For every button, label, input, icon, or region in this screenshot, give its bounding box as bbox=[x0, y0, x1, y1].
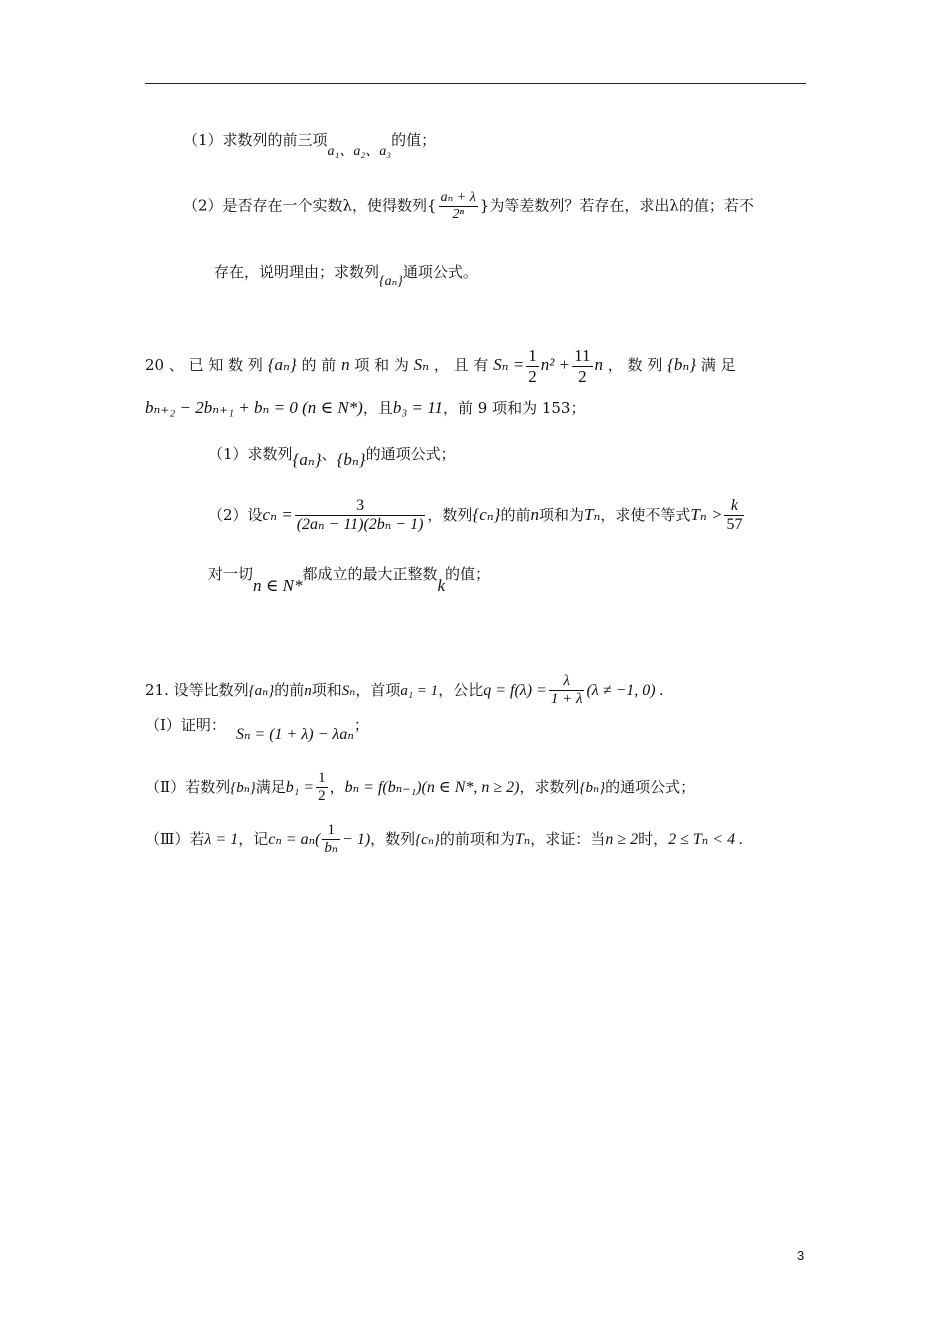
text: 项和 bbox=[311, 680, 342, 699]
p21-line1 bbox=[145, 673, 664, 709]
text: ，数列 bbox=[370, 829, 416, 848]
p20-q2 bbox=[208, 497, 746, 535]
math: {aₙ} bbox=[292, 450, 322, 469]
p19-q1-math: a₁、a₂、a₃ bbox=[327, 144, 392, 159]
frac-denominator: bₙ bbox=[324, 840, 339, 857]
math: n ∈ N* bbox=[253, 576, 303, 595]
math: bₙ₊₂ − 2bₙ₊₁ + bₙ = 0 (n ∈ N*) bbox=[145, 398, 363, 417]
math: {bₙ} bbox=[230, 779, 256, 796]
text: ， 且 有 bbox=[433, 356, 489, 375]
text: ， bbox=[329, 777, 345, 796]
p21-part-i bbox=[145, 716, 369, 743]
math: − 1) bbox=[342, 830, 371, 848]
p20-q1 bbox=[208, 445, 456, 469]
text: ，求使不等式 bbox=[600, 505, 691, 524]
frac-numerator: 11 bbox=[574, 346, 591, 365]
math: n bbox=[341, 355, 350, 375]
text: ，记 bbox=[238, 829, 269, 848]
frac-denominator: (2aₙ − 11)(2bₙ − 1) bbox=[296, 516, 424, 534]
text: （2）设 bbox=[208, 505, 263, 524]
text: 项和为 bbox=[538, 505, 584, 524]
frac-denominator: 2ⁿ bbox=[452, 207, 464, 223]
math: {bₙ} bbox=[579, 779, 606, 796]
fraction-half bbox=[526, 346, 539, 386]
math: Sₙ = (1 + λ) − λaₙ bbox=[235, 726, 354, 743]
text: ，首项 bbox=[355, 680, 401, 699]
text: （Ⅱ）若数列 bbox=[145, 777, 231, 796]
text: ，公比 bbox=[438, 680, 484, 699]
math: 2 ≤ Tₙ < 4 . bbox=[668, 830, 744, 848]
text: （Ⅲ）若 bbox=[145, 829, 205, 848]
fraction-k-57 bbox=[724, 497, 744, 535]
fraction-lambda bbox=[549, 673, 585, 709]
p19-q1-tail: 的值； bbox=[391, 131, 437, 149]
fraction-half bbox=[316, 770, 328, 806]
text: 的前项和为 bbox=[439, 829, 515, 848]
p21-part-iii bbox=[145, 822, 743, 858]
math: {bₙ} bbox=[336, 450, 366, 469]
math: n bbox=[304, 682, 312, 699]
p19-q2-fraction bbox=[439, 190, 478, 223]
math: k bbox=[437, 576, 446, 595]
math: a₁ = 1 bbox=[400, 682, 439, 699]
p19-q2-line2-math: {aₙ} bbox=[379, 274, 403, 289]
frac-denominator: 57 bbox=[726, 516, 743, 534]
text: 的前 bbox=[274, 680, 305, 699]
p20-line2 bbox=[145, 399, 585, 416]
frac-denominator: 2 bbox=[578, 366, 587, 386]
text: 时， bbox=[638, 829, 669, 848]
p20-line1 bbox=[145, 346, 736, 386]
text: 的前 bbox=[500, 505, 531, 524]
p20-q2-line2 bbox=[208, 565, 491, 595]
p19-q2-tail: }为等差数列？若存在，求出λ的值；若不 bbox=[479, 196, 754, 215]
text: ， 数 列 bbox=[607, 356, 663, 375]
text: 满足 bbox=[255, 777, 286, 796]
math: {cₙ} bbox=[415, 831, 440, 848]
text: ，求证：当 bbox=[530, 829, 606, 848]
math: cₙ = aₙ( bbox=[268, 830, 321, 848]
p19-q2-line2 bbox=[214, 263, 478, 289]
math: Sₙ = bbox=[493, 355, 525, 375]
text: ，数列 bbox=[427, 505, 473, 524]
text: （Ⅰ）证明： bbox=[145, 716, 226, 734]
math: cₙ = bbox=[262, 504, 293, 524]
frac-numerator: λ bbox=[549, 673, 585, 691]
math: {aₙ} bbox=[248, 682, 275, 699]
text: ，求数列 bbox=[519, 777, 580, 796]
math: {bₙ} bbox=[667, 355, 697, 375]
math: {cₙ} bbox=[472, 504, 501, 524]
math: n bbox=[530, 504, 539, 524]
frac-numerator: 1 bbox=[322, 822, 340, 840]
text: 项 和 为 bbox=[354, 356, 409, 375]
p19-q2 bbox=[183, 190, 754, 223]
frac-denominator: 1 + λ bbox=[550, 691, 583, 708]
p21-part-ii bbox=[145, 770, 695, 806]
math: Tₙ bbox=[584, 504, 601, 524]
page-number: 3 bbox=[797, 1248, 805, 1263]
math: n ≥ 2 bbox=[605, 830, 639, 848]
text: 都成立的最大正整数 bbox=[302, 565, 438, 583]
fraction-c-n bbox=[295, 497, 426, 535]
text: 满 足 bbox=[700, 356, 736, 375]
frac-denominator: 2 bbox=[318, 788, 326, 805]
header-rule bbox=[145, 83, 806, 84]
math: Tₙ > bbox=[690, 504, 723, 524]
text: 的通项公式； bbox=[365, 445, 456, 463]
p19-q2-line2-text: 存在，说明理由；求数列 bbox=[214, 263, 380, 281]
math: λ = 1 bbox=[204, 830, 239, 848]
frac-denominator: 2 bbox=[528, 366, 537, 386]
frac-numerator: aₙ + λ bbox=[439, 190, 478, 207]
fraction-eleven-half bbox=[572, 346, 592, 386]
math: Sₙ bbox=[413, 355, 430, 375]
p19-q2-line2-tail: 通项公式。 bbox=[402, 263, 478, 281]
text: ，且 bbox=[362, 399, 393, 417]
p19-q1 bbox=[183, 131, 437, 159]
text: ； bbox=[353, 716, 369, 734]
text: 、 bbox=[321, 445, 337, 463]
p19-q1-label: （1）求数列的前三项 bbox=[183, 131, 328, 149]
text: 的 前 bbox=[301, 356, 337, 375]
math: n bbox=[594, 355, 603, 375]
frac-numerator: k bbox=[724, 497, 744, 516]
text: 20 、 已 知 数 列 bbox=[145, 356, 263, 375]
math: (λ ≠ −1, 0) . bbox=[586, 681, 664, 699]
frac-numerator: 1 bbox=[528, 346, 537, 365]
p19-q2-lead: （2）是否存在一个实数λ，使得数列{ bbox=[183, 196, 437, 215]
math: b₁ = bbox=[285, 778, 315, 796]
frac-numerator: 3 bbox=[295, 497, 426, 516]
math: {aₙ} bbox=[267, 355, 297, 375]
text: 对一切 bbox=[208, 565, 254, 583]
math: q = f(λ) = bbox=[483, 681, 547, 699]
math: n² + bbox=[540, 355, 571, 375]
math: bₙ = f(bₙ₋₁)(n ∈ N*, n ≥ 2) bbox=[344, 778, 520, 796]
text: ，前 9 项和为 153； bbox=[443, 399, 586, 417]
text: 的值； bbox=[445, 565, 491, 583]
fraction-one-over-bn bbox=[322, 822, 340, 858]
math: b₃ = 11 bbox=[392, 398, 443, 417]
math: Tₙ bbox=[514, 830, 531, 848]
text: （1）求数列 bbox=[208, 445, 293, 463]
text: 的通项公式； bbox=[605, 777, 696, 796]
frac-numerator: 1 bbox=[316, 770, 328, 788]
math: Sₙ bbox=[341, 682, 356, 699]
text: 21. 设等比数列 bbox=[145, 680, 249, 699]
